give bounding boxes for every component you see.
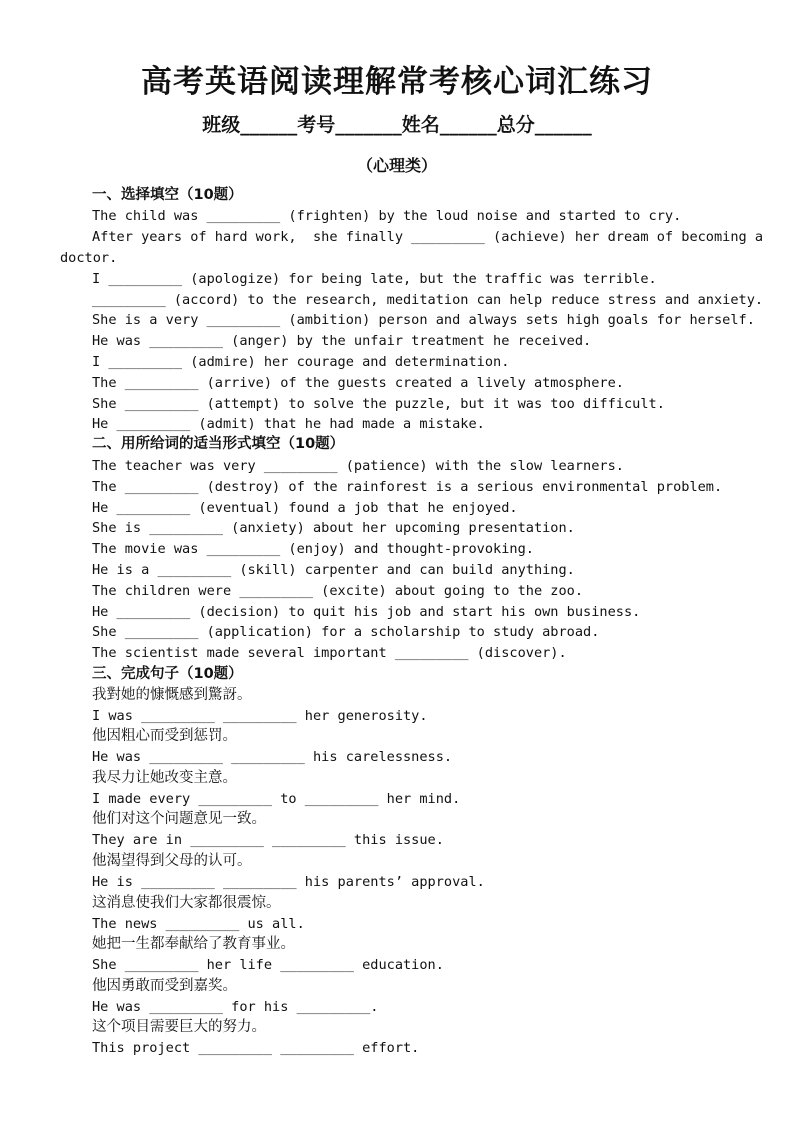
section-2-item: She is _________ (anxiety) about her upcoming presentation. <box>92 520 575 536</box>
section-1-item: The child was _________ (frighten) by the loud noise and started to cry. <box>92 208 682 224</box>
section-1-heading: 一、选择填空（10题） <box>92 187 243 203</box>
chinese-prompt: 她把一生都奉献给了教育事业。 <box>92 936 295 952</box>
section-1-item: I _________ (apologize) for being late, but the traffic was terrible. <box>92 271 657 287</box>
chinese-prompt: 我對她的慷慨感到驚訝。 <box>92 687 252 703</box>
english-sentence: I was _________ _________ her generosity. <box>92 708 428 724</box>
section-2-heading: 二、用所给词的适当形式填空（10题） <box>92 436 345 452</box>
section-1-item: He _________ (admit) that he had made a mistake. <box>92 416 485 432</box>
english-sentence: This project _________ _________ effort. <box>92 1040 420 1056</box>
section-2-item: The scientist made several important _________ (discover). <box>92 645 567 661</box>
english-sentence: He was _________ for his _________. <box>92 999 379 1015</box>
section-2-item: He _________ (decision) to quit his job and start his own business. <box>92 604 641 620</box>
section-1-item-continued: doctor. <box>60 250 118 266</box>
section-2-item: The teacher was very _________ (patience) with the slow learners. <box>92 458 624 474</box>
chinese-prompt: 这消息使我们大家都很震惊。 <box>92 895 281 911</box>
chinese-prompt: 他渴望得到父母的认可。 <box>92 853 252 869</box>
english-sentence: She _________ her life _________ education. <box>92 957 444 973</box>
section-1-item: He was _________ (anger) by the unfair treatment he received. <box>92 333 592 349</box>
section-1-item: I _________ (admire) her courage and determination. <box>92 354 510 370</box>
chinese-prompt: 他们对这个问题意见一致。 <box>92 811 266 827</box>
english-sentence: He was _________ _________ his carelessness. <box>92 749 453 765</box>
section-2-item: He is a _________ (skill) carpenter and can build anything. <box>92 562 575 578</box>
section-1-item: She _________ (attempt) to solve the puzzle, but it was too difficult. <box>92 396 665 412</box>
chinese-prompt: 他因粗心而受到惩罚。 <box>92 728 237 744</box>
english-sentence: I made every _________ to _________ her mind. <box>92 791 461 807</box>
section-1-item: The _________ (arrive) of the guests created a lively atmosphere. <box>92 375 624 391</box>
chinese-prompt: 他因勇敢而受到嘉奖。 <box>92 978 237 994</box>
section-3-heading: 三、完成句子（10题） <box>92 666 243 682</box>
english-sentence: He is _________ _________ his parents’ approval. <box>92 874 485 890</box>
student-info-line: 班级______考号_______姓名______总分______ <box>202 114 592 136</box>
section-2-item: He _________ (eventual) found a job that he enjoyed. <box>92 500 518 516</box>
section-2-item: She _________ (application) for a scholarship to study abroad. <box>92 624 600 640</box>
section-1-item: She is a very _________ (ambition) person and always sets high goals for herself. <box>92 312 755 328</box>
worksheet-title: 高考英语阅读理解常考核心词汇练习 <box>141 64 653 100</box>
section-2-item: The movie was _________ (enjoy) and thought-provoking. <box>92 541 534 557</box>
english-sentence: They are in _________ _________ this issue. <box>92 832 444 848</box>
chinese-prompt: 这个项目需要巨大的努力。 <box>92 1019 266 1035</box>
chinese-prompt: 我尽力让她改变主意。 <box>92 770 237 786</box>
worksheet-subtitle: （心理类） <box>356 156 437 175</box>
section-2-item: The _________ (destroy) of the rainforest is a serious environmental problem. <box>92 479 723 495</box>
section-1-item: After years of hard work, she finally _________ (achieve) her dream of becoming a <box>92 229 764 245</box>
section-2-item: The children were _________ (excite) about going to the zoo. <box>92 583 584 599</box>
section-1-item: _________ (accord) to the research, meditation can help reduce stress and anxiety. <box>92 292 764 308</box>
english-sentence: The news _________ us all. <box>92 916 305 932</box>
